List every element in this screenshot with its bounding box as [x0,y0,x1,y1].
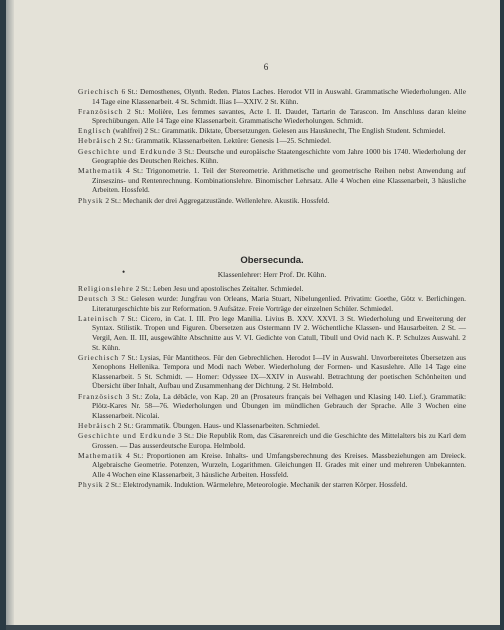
entry-mathematik [78,166,466,195]
entry-text: 3 St.: Gelesen wurde: Jungfrau von Orleans, Maria Stuart, Nibelungenlied. Privatim: Goethe, Götz v. Berlichingen. Literaturgeschichte bis zur Reformation. 9 Aufsätze. Freie Vorträge der einzelnen Schüler. Schmiedel. [92,294,466,313]
entry-franzoesisch [78,392,466,421]
entry-text: 2 St.: Grammatik. Klassenarbeiten. Lektüre: Genesis 1—25. Schmiedel. [117,136,331,146]
page-number: 6 [263,62,269,72]
entry-text: 3 St.: Die Republik Rom, das Cäsarenreich und die Geschichte des Mittelalters bis zu Karl dem Grossen. — Das ausserdeutsche Europa. Helmbold. [92,430,466,450]
entry-franzoesisch [78,107,466,126]
entry-text: 2 St.: Mechanik der drei Aggregatzustände. Wellenlehre. Akustik. Hossfeld. [105,195,330,205]
subject-label: Mathematik [78,450,123,460]
entry-physik [78,480,466,490]
curriculum-section-prima [78,87,466,206]
entry-text: 2 St.: Molière, Les femmes savantes, Acte I. II. Daudet, Tartarin de Tarascon. Im Anschluss daran kleine Sprechübungen. Alle 14 Tage eine Klassenarbeit. Grammatische Wiederholungen. Schmidt. [92,106,466,126]
entry-lateinisch [78,314,466,352]
entry-text: 3 St.: Zola, La débâcle, von Kap. 20 an (Prosateurs français bei Velhagen und Klasing 140. Lief.). Grammatik: Plötz-Kares Nr. 58—76. Wiederholungen und Übungen im mündlichen Gebrauch der Sprache. Alle 3 Wochen eine Klassenarbeit. Nicolai. [92,391,466,420]
entry-text: 4 St.: Trigonometrie. 1. Teil der Stereometrie. Arithmetische und geometrische Reihen nebst Anwendung auf Zinseszins- und Rentenrechnung. Kombinationslehre. Binomischer Lehrsatz. Alle 4 Wochen eine Klassenarbeit, 3 häusliche Arbeiten. Hossfeld. [92,166,466,195]
entry-text: 7 St.: Cicero, in Cat. I. III. Pro lege Manilia. Livius B. XXV. XXVI. 3 St. Wiederholung und Erweiterung der Syntax. Stilistik. Tropen und Figuren. Übersetzen aus Ostermann IV 2. Wöchentliche Klassen- und Hausarbeiten. 2 St. — Vergil, Aen. II. III, ausgewählte Abschnitte aus V. VI. Gedichte von Catull, Tibull und Ovid nach K. P. Schulzes Auswahl. 2 St. Kühn. [92,313,466,352]
subject-label: Französisch [78,106,124,116]
entry-text: 2 St.: Leben Jesu und apostolisches Zeitalter. Schmiedel. [135,284,304,293]
subject-label: Physik [78,195,104,205]
subject-label: Lateinisch [78,313,118,323]
subject-label: Hebräisch [78,136,117,146]
entry-geschichte [78,147,466,166]
entry-text: (wahlfrei) 2 St.: Grammatik. Diktate, Übersetzungen. Gelesen aus Hausknecht, The English Student. Schmiedel. [112,126,446,136]
entry-religionslehre [78,284,466,294]
entry-text: 4 St.: Proportionen am Kreise. Inhalts- und Umfangsberechnung des Kreises. Massbeziehungen am Dreieck. Algebraische Geometrie. Potenzen, Wurzeln, Logarithmen. Gleichungen II. Grades mit einer und mehreren Unbekannten. Alle 4 Wochen eine Klassenarbeit, 3 häusliche Arbeiten. Hossfeld. [92,450,466,479]
entry-englisch [78,126,466,136]
entry-physik [78,196,466,206]
subject-label: Physik [78,479,104,489]
subject-label: Religionslehre [78,284,134,293]
entry-text: 6 St.: Demosthenes, Olynth. Reden. Platos Laches. Herodot VII in Auswahl. Grammatische Wiederholungen. Alle 14 Tage eine Klassenarbeit. 4 St. Schmidt. Ilias I—XXIV. 2 St. Kühn. [92,87,466,106]
binding-gutter [6,0,14,630]
entry-hebraeisch [78,136,466,146]
entry-deutsch [78,294,466,313]
entry-text: 7 St.: Lysias, Für Mantitheos. Für den Gebrechlichen. Herodot I—IV in Auswahl. Unvorbereitetes Übersetzen aus Xenophons Hellenika. Tempora und Modi nach Weber. Wiederholung der Formen- und Kasuslehre. Alle 14 Tage eine Klassenarbeit. 5 St. Schmidt. — Homer: Odyssee IX—XXIV in Auswahl. Betrachtung der poetischen Schönheiten und Übersicht über Inhalt, Aufbau und Zusammenhang der Dichtung. 2 St. Helmbold. [92,352,466,391]
bullet-mark: • [122,267,126,277]
entry-griechisch [78,87,466,106]
subject-label: Französisch [78,391,124,401]
subject-label: Geschichte und Erdkunde [78,430,176,440]
entry-griechisch [78,353,466,391]
section-heading: Obersecunda. [240,255,304,266]
curriculum-section-obersecunda [78,284,466,490]
document-page [6,0,500,630]
entry-text: 2 St.: Elektrodynamik. Induktion. Wärmelehre, Meteorologie. Mechanik der starren Körper. Hossfeld. [105,479,408,489]
subject-label: Griechisch [78,87,120,96]
entry-text: 3 St.: Deutsche und europäische Staatengeschichte vom Jahre 1000 bis 1740. Wiederholung der Geographie des Deutschen Reiches. Kühn. [92,146,466,166]
subject-label: Hebräisch [78,420,117,430]
entry-text: 2 St.: Grammatik. Übungen. Haus- und Klassenarbeiten. Schmiedel. [117,420,320,430]
entry-geschichte [78,431,466,450]
subject-label: Deutsch [78,294,109,304]
entry-mathematik [78,451,466,480]
subject-label: Mathematik [78,166,123,176]
class-teacher-line: Klassenlehrer: Herr Prof. Dr. Kühn. [217,270,327,279]
subject-label: Griechisch [78,352,120,362]
entry-hebraeisch [78,421,466,431]
subject-label: Englisch [78,126,112,136]
scan-edge [6,625,500,630]
subject-label: Geschichte und Erdkunde [78,146,176,156]
